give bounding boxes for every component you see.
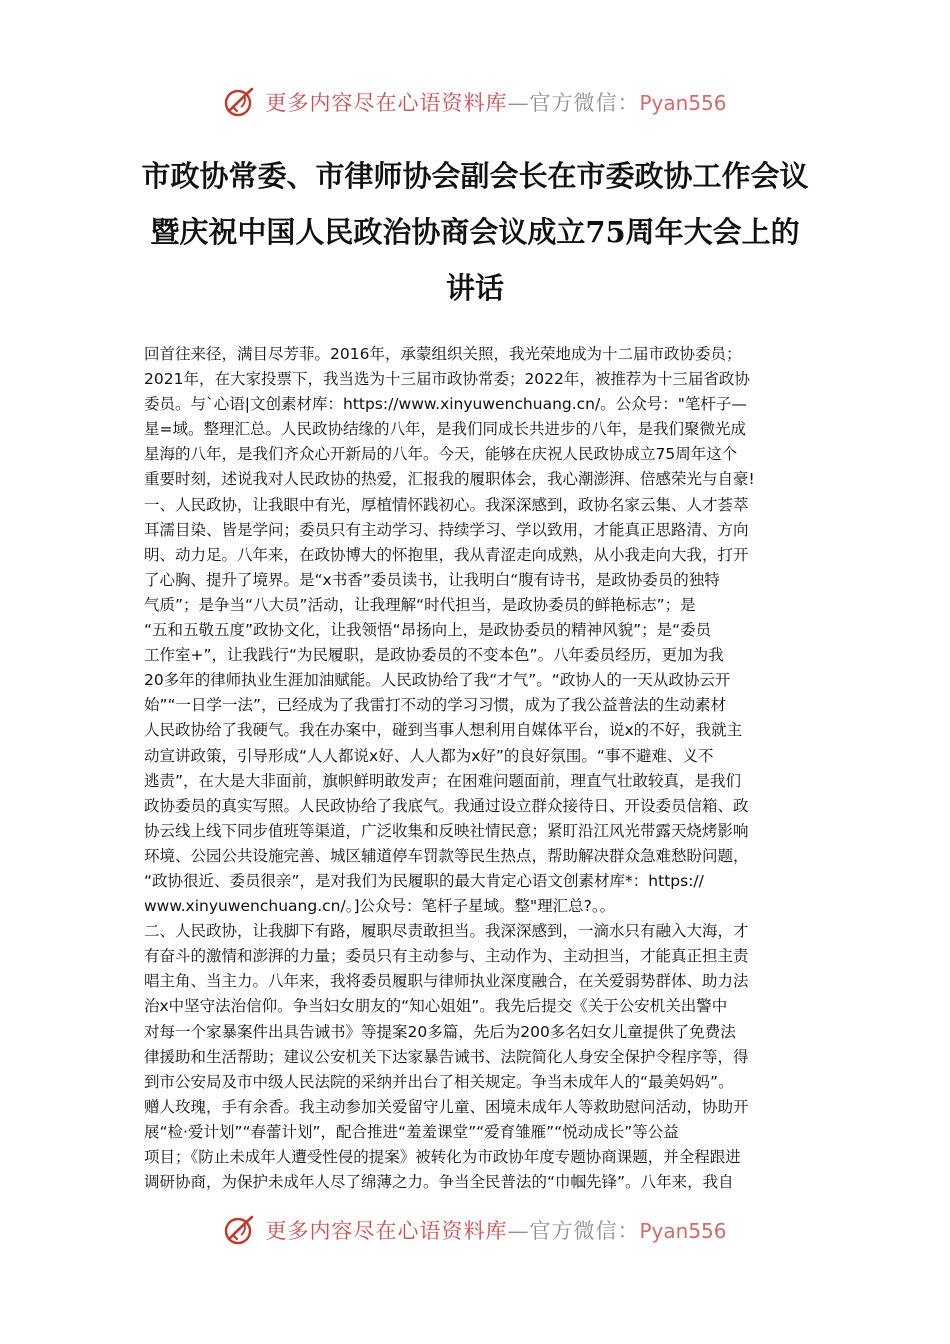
- body-text-line: 到市公安局及市中级人民法院的采纳并出台了相关规定。争当未成年人的“最美妈妈”。: [144, 1072, 734, 1091]
- watermark-main: 更多内容尽在心语资料库: [265, 91, 508, 115]
- header-watermark-banner: [0, 82, 950, 122]
- body-text-line: 协云线上线下同步值班等渠道，广泛收集和反映社情民意；紧盯沿江风光带露天烧烤影响: [144, 821, 749, 840]
- body-text-line: 重要时刻，述说我对人民政协的热爱，汇报我的履职体会，我心潮澎湃、倍感荣光与自豪!: [144, 470, 755, 489]
- title-line: 暨庆祝中国人民政治协商会议成立75周年大会上的: [150, 215, 800, 249]
- watermark-handle: Pyan556: [639, 91, 727, 115]
- body-text-line: 星海的八年，是我们齐众心开新局的八年。今天，能够在庆祝人民政协成立75周年这个: [144, 445, 738, 464]
- body-text-line: “五和五敬五度”政协文化，让我领悟“昂扬向上，是政协委员的精神风貌”；是“委员: [144, 621, 712, 640]
- watermark-main: 更多内容尽在心语资料库: [265, 1219, 508, 1243]
- watermark-label: 官方微信：: [529, 1219, 640, 1243]
- body-text-line: 对每一个家暴案件出具告诫书》等提案20多篇，先后为200多名妇女儿童提供了免费法: [144, 1022, 736, 1041]
- body-text-line: 调研协商，为保护未成年人尽了绵薄之力。争当全民普法的“巾帼先锋”。八年来，我自: [144, 1173, 734, 1192]
- body-text-line: “政协很近、委员很亲”，是对我们为民履职的最大肯定心语文创素材库*：https://: [144, 871, 704, 890]
- body-text-line: 始”“一日学一法”，已经成为了我雷打不动的学习习惯，成为了我公益普法的生动素材: [144, 696, 727, 715]
- body-text-line: 2021年，在大家投票下，我当选为十三届市政协常委；2022年，被推荐为十三届省政协: [144, 370, 750, 389]
- body-text-line: 律援助和生活帮助；建议公安机关下达家暴告诫书、法院简化人身安全保护令程序等，得: [144, 1047, 749, 1066]
- body-text-line: 治x中坚守法治信仰。争当妇女朋友的“知心姐姐”。我先后提交《关于公安机关出警中: [144, 997, 728, 1016]
- pen-logo-icon: [223, 1213, 257, 1247]
- pen-logo-icon: [223, 85, 257, 119]
- body-text-line: 环境、公园公共设施完善、城区辅道停车罚款等民生热点，帮助解决群众急难愁盼问题，: [144, 846, 749, 865]
- body-text-line: 星=域。整理汇总。人民政协结缘的八年，是我们同成长共进步的八年，是我们聚微光成: [144, 420, 746, 439]
- body-text-line: 展“检·爱计划”“春蕾计划”，配合推进“羞羞课堂”“爱育雏雁”“悦动成长”等公益: [144, 1122, 679, 1141]
- document-title: [110, 148, 840, 316]
- watermark-text: [265, 1215, 726, 1245]
- title-line: 讲话: [445, 271, 504, 305]
- body-text-line: 耳濡目染、皆是学问；委员只有主动学习、持续学习、学以致用，才能真正思路清、方向: [144, 520, 749, 539]
- body-text-line: 二、人民政协，让我脚下有路，履职尽责敢担当。我深深感到，一滴水只有融入大海，才: [144, 922, 749, 941]
- body-text-line: 有奋斗的激情和澎湃的力量；委员只有主动参与、主动作为、主动担当，才能真正担主责: [144, 947, 749, 966]
- body-text-line: 一、人民政协，让我眼中有光，厚植情怀践初心。我深深感到，政协名家云集、人才荟萃: [144, 495, 749, 514]
- body-text-line: 明、动力足。八年来，在政协博大的怀抱里，我从青涩走向成熟，从小我走向大我，打开: [144, 545, 749, 564]
- body-text-line: 赠人玫瑰，手有余香。我主动参加关爱留守儿童、困境未成年人等救助慰问活动，协助开: [144, 1097, 749, 1116]
- body-text-line: 回首往来径，满目尽芳菲。2016年，承蒙组织关照，我光荣地成为十二届市政协委员；: [144, 345, 742, 363]
- body-text-line: 政协委员的真实写照。人民政协给了我底气。我通过设立群众接待日、开设委员信箱、政: [144, 796, 749, 815]
- title-line: 市政协常委、市律师协会副会长在市委政协工作会议: [141, 159, 809, 193]
- watermark-handle: Pyan556: [639, 1219, 727, 1243]
- body-text-line: www.xinyuwenchuang.cn/。]公众号：笔杆子星域。整"理汇总?。。: [144, 897, 616, 916]
- watermark-separator: —: [507, 1219, 530, 1243]
- body-text-line: 唱主角、当主力。八年来，我将委员履职与律师执业深度融合，在关爱弱势群体、助力法: [144, 972, 749, 991]
- body-text-line: 工作室+”，让我践行“为民履职，是政协委员的不变本色”。八年委员经历，更加为我: [144, 646, 724, 665]
- body-text-line: 逃责”，在大是大非面前，旗帜鲜明敢发声；在困难问题面前，理直气壮敢较真，是我们: [144, 771, 742, 790]
- body-text-line: 了心胸、提升了境界。是“x书香”委员读书，让我明白“腹有诗书，是政协委员的独特: [144, 570, 720, 589]
- body-text-line: 20多年的律师执业生涯加油赋能。人民政协给了我“才气”。“政协人的一天从政协云开: [144, 671, 731, 690]
- watermark-separator: —: [507, 91, 530, 115]
- body-text-line: 委员。与`心语|文创素材库：https://www.xinyuwenchuang.cn/。公众号："笔杆子—: [144, 395, 747, 414]
- body-text-line: 项目；《防止未成年人遭受性侵的提案》被转化为市政协年度专题协商课题，并全程跟进: [144, 1148, 741, 1166]
- watermark-text: [265, 87, 726, 117]
- body-text-line: 气质”；是争当“八大员”活动，让我理解“时代担当，是政协委员的鲜艳标志”；是: [144, 595, 696, 614]
- body-text-line: 人民政协给了我硬气。我在办案中，碰到当事人想利用自媒体平台，说x的不好，我就主: [144, 721, 743, 740]
- footer-watermark-banner: [0, 1210, 950, 1250]
- document-body: [144, 342, 808, 1195]
- body-text-line: 动宣讲政策，引导形成“人人都说x好、人人都为x好”的良好氛围。“事不避难、义不: [144, 746, 714, 765]
- watermark-label: 官方微信：: [529, 91, 640, 115]
